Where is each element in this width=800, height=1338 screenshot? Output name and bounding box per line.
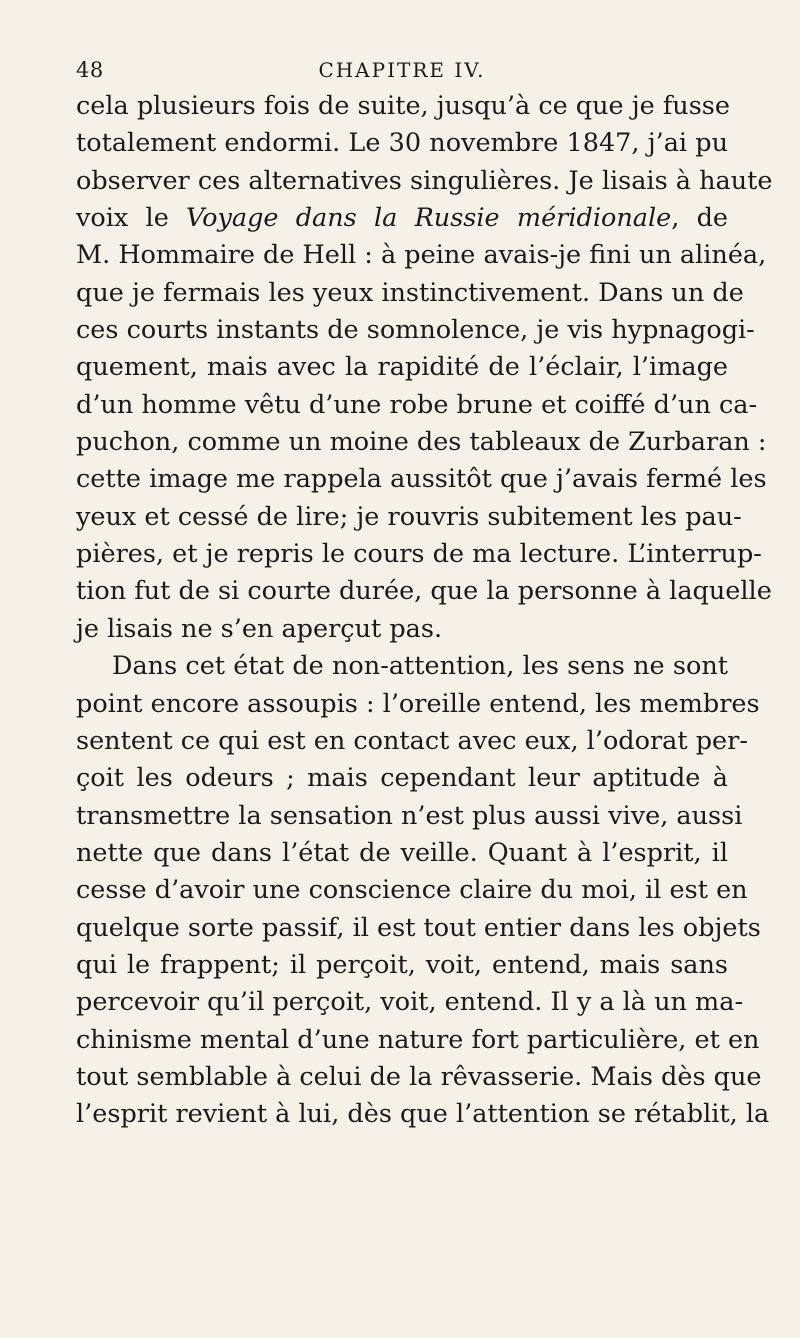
text-line: que je fermais les yeux instinctivement. Dans un de	[76, 277, 744, 308]
body-text	[76, 88, 773, 1134]
text-segment: voix le	[76, 203, 187, 234]
running-head: CHAPITRE IV.	[318, 58, 486, 82]
book-title: Voyage dans la Russie méridionale	[186, 203, 672, 234]
text-line	[76, 200, 728, 237]
page-header	[76, 58, 728, 86]
text-line: sentent ce qui est en contact avec eux, l’odorat per-	[76, 725, 748, 756]
text-line: tion fut de si courte durée, que la personne à laquelle	[76, 576, 772, 607]
text-line: ces courts instants de somnolence, je vis hypnagogi-	[76, 315, 755, 346]
text-line: l’esprit revient à lui, dès que l’attention se rétablit, la	[76, 1099, 770, 1130]
text-line: cela plusieurs fois de suite, jusqu’à ce que je fusse	[76, 91, 730, 121]
text-line: chinisme mental d’une nature fort particulière, et en	[76, 1024, 760, 1055]
text-line: nette que dans l’état de veille. Quant à l’esprit, il	[76, 837, 728, 868]
text-line: percevoir qu’il perçoit, voit, entend. Il y a là un ma-	[76, 987, 744, 1018]
text-line: point encore assoupis : l’oreille entend, les membres	[76, 688, 760, 719]
text-line: quement, mais avec la rapidité de l’éclair, l’image	[76, 352, 728, 383]
text-line: puchon, comme un moine des tableaux de Zurbaran :	[76, 427, 767, 458]
text-line: Dans cet état de non-attention, les sens ne sont	[112, 651, 728, 682]
text-line: d’un homme vêtu d’une robe brune et coiffé d’un ca-	[76, 389, 758, 420]
text-line: cette image me rappela aussitôt que j’avais fermé les	[76, 464, 767, 495]
text-line: qui le frappent; il perçoit, voit, entend, mais sans	[76, 949, 728, 980]
text-line: je lisais ne s’en aperçut pas.	[76, 613, 443, 644]
text-line: tout semblable à celui de la rêvasserie. Mais dès que	[76, 1061, 762, 1092]
text-line: M. Hommaire de Hell : à peine avais-je fini un alinéa,	[76, 240, 767, 271]
text-line: totalement endormi. Le 30 novembre 1847, j’ai pu	[76, 128, 728, 159]
text-line: pières, et je repris le cours de ma lecture. L’interrup-	[76, 539, 762, 570]
text-line: observer ces alternatives singulières. Je lisais à haute	[76, 165, 773, 196]
text-line: çoit les odeurs ; mais cependant leur aptitude à	[76, 763, 728, 794]
text-line: quelque sorte passif, il est tout entier dans les objets	[76, 912, 761, 943]
text-line: yeux et cessé de lire; je rouvris subitement les pau-	[76, 501, 742, 532]
page-number: 48	[76, 58, 104, 82]
text-line: cesse d’avoir une conscience claire du moi, il est en	[76, 875, 748, 906]
text-line: transmettre la sensation n’est plus aussi vive, aussi	[76, 800, 743, 831]
text-segment: , de	[671, 203, 728, 234]
